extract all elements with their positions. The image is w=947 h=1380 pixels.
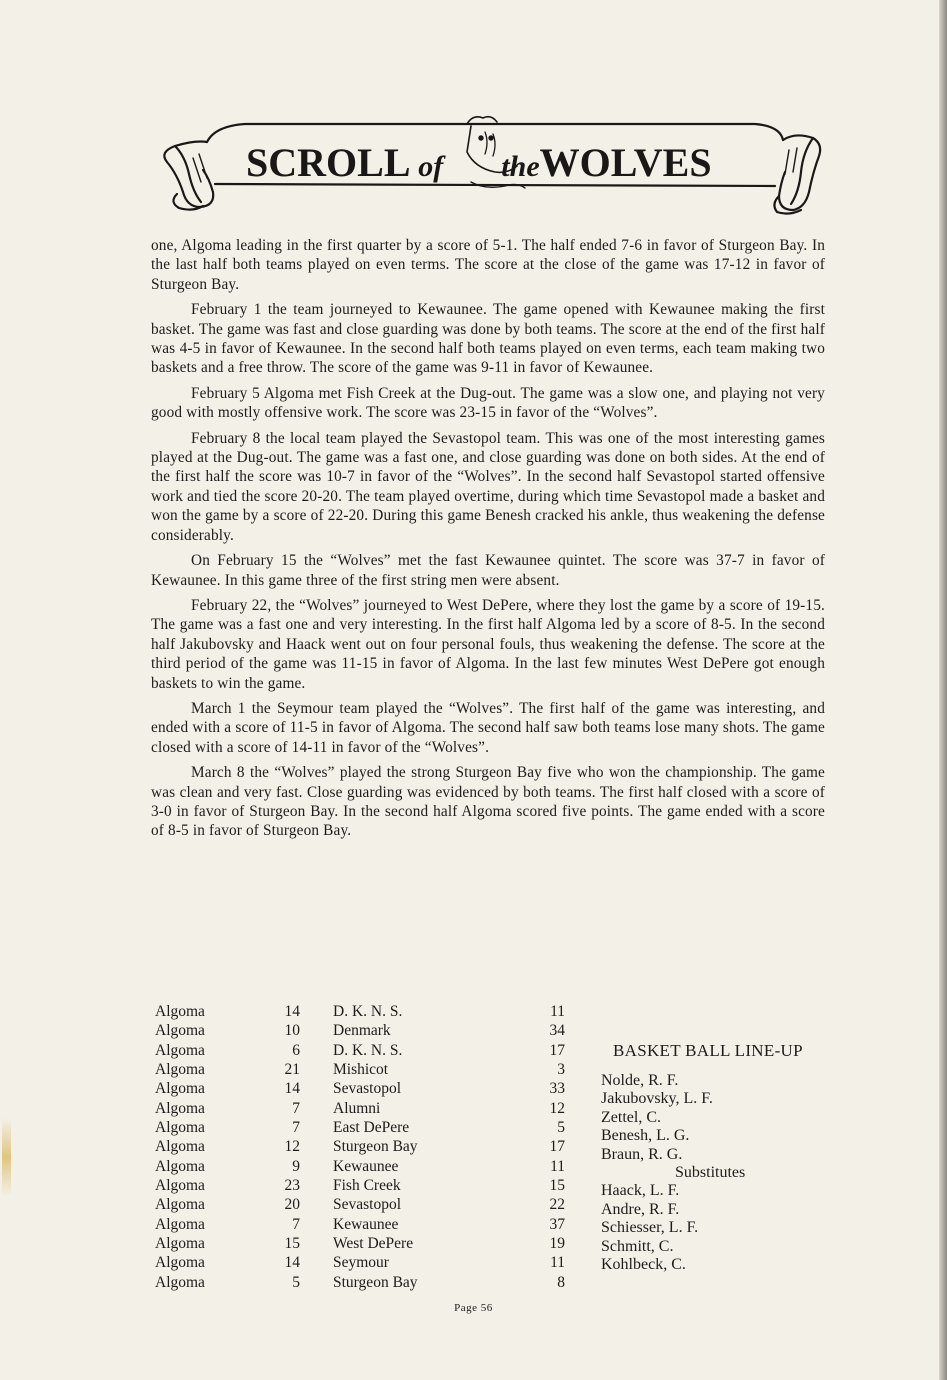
team-score: 23 [284,1177,300,1195]
opponent-score: 17 [549,1138,565,1156]
team-name: Algoma [155,1235,205,1253]
score-row [155,1234,565,1253]
paragraph: February 5 Algoma met Fish Creek at the Dug-out. The game was a slow one, and playing not very good with mostly offensive work. The score was 23-15 in favor of the “Wolves”. [151,384,825,422]
score-row [155,1215,565,1234]
opponent-name: Fish Creek [333,1177,401,1195]
score-row [155,1273,565,1292]
team-score: 20 [284,1196,300,1214]
page-title [246,138,746,188]
team-score: 9 [292,1157,300,1175]
paragraph: February 8 the local team played the Sevastopol team. This was one of the most interesting games played at the Dug-out. The game was a fast one, and close guarding was done on both sides. At the end of the first half the score was 10-7 in favor of the “Wolves”. In the second half Sevastopol started offensive work and tied the score 20-20. The team played overtime, during which time Sevastopol made a basket and won the game by a score of 22-20. During this game Benesh cracked his ankle, thus weakening the defense considerably. [151,429,825,544]
opponent-score: 3 [557,1061,565,1079]
opponent-name: D. K. N. S. [333,1003,403,1020]
substitutes-list [601,1182,841,1274]
opponent-name: Sturgeon Bay [333,1273,418,1291]
score-row [155,1060,565,1079]
team-score: 10 [284,1022,300,1040]
opponent-name: Denmark [333,1022,391,1040]
lineup-player: Zettel, C. [601,1108,661,1126]
team-score: 12 [284,1138,300,1156]
opponent-name: East DePere [333,1119,410,1137]
team-score: 7 [292,1099,300,1117]
page-edge-shadow [939,0,947,1380]
team-name: Algoma [155,1196,205,1214]
team-name: Algoma [155,1157,205,1175]
opponent-name: Kewaunee [333,1157,399,1175]
title-the: the [501,150,540,183]
opponent-name: Alumni [333,1099,381,1117]
lineup-title: BASKET BALL LINE-UP [613,1041,803,1060]
lineup-player: Andre, R. F. [601,1200,680,1218]
lineup-player: Nolde, R. F. [601,1072,679,1089]
score-row [155,1021,565,1040]
paper-stain [2,1118,11,1196]
opponent-name: West DePere [333,1235,414,1253]
opponent-score: 11 [550,1157,565,1175]
score-row [155,1176,565,1195]
lineup-player: Benesh, L. G. [601,1127,690,1145]
team-score: 7 [292,1119,300,1137]
score-row [155,1137,565,1156]
score-row [155,1099,565,1118]
lineup-player: Schiesser, L. F. [601,1219,699,1237]
opponent-score: 33 [549,1080,565,1098]
team-name: Algoma [155,1138,205,1156]
team-name: Algoma [155,1254,205,1272]
article-body [151,236,825,847]
lineup-section [601,1040,841,1274]
score-row [155,1002,565,1021]
lineup-player: Schmitt, C. [601,1237,674,1255]
opponent-score: 37 [549,1215,565,1233]
team-name: Algoma [155,1041,205,1059]
opponent-score: 17 [549,1041,565,1059]
opponent-score: 11 [550,1254,565,1272]
opponent-score: 8 [557,1273,565,1291]
team-score: 21 [284,1061,300,1079]
paragraph: On February 15 the “Wolves” met the fast Kewaunee quintet. The score was 37-7 in favor of Kewaunee. In this game three of the first string men were absent. [151,552,825,589]
team-name: Algoma [155,1022,205,1040]
team-score: 14 [284,1003,300,1020]
lineup-player: Jakubovsky, L. F. [601,1090,713,1108]
team-score: 5 [292,1273,300,1291]
score-row [155,1041,565,1060]
team-name: Algoma [155,1099,205,1117]
opponent-name: Sevastopol [333,1196,402,1214]
lineup-player: Braun, R. G. [601,1145,683,1163]
opponent-name: Seymour [333,1254,389,1272]
opponent-name: Kewaunee [333,1215,399,1233]
score-row [155,1253,565,1272]
team-name: Algoma [155,1273,205,1291]
opponent-score: 34 [549,1022,565,1040]
team-score: 7 [292,1215,300,1233]
paragraph: March 8 the “Wolves” played the strong Sturgeon Bay five who won the championship. The game was clean and very fast. Close guarding was evidenced by both teams. The first half closed with a score of 3-0 in favor of Sturgeon Bay. In the second half Algoma scored five points. The game ended with a score of 8-5 in favor of Sturgeon Bay. [151,764,825,840]
opponent-score: 15 [549,1177,565,1195]
score-row [155,1079,565,1098]
team-name: Algoma [155,1080,205,1098]
team-score: 14 [284,1254,300,1272]
score-row [155,1195,565,1214]
paragraph: one, Algoma leading in the first quarter by a score of 5-1. The half ended 7-6 in favor of Sturgeon Bay. In the last half both teams played on even terms. The score at the close of the game was 17-12 in favor of Sturgeon Bay. [151,237,825,293]
team-name: Algoma [155,1061,205,1079]
score-row [155,1157,565,1176]
score-row [155,1118,565,1137]
opponent-name: D. K. N. S. [333,1041,403,1059]
team-name: Algoma [155,1003,205,1020]
team-score: 14 [284,1080,300,1098]
paragraph: February 1 the team journeyed to Kewaunee. The game opened with Kewaunee making the first basket. The game was fast and close guarding was done by both teams. The score at the end of the first half was 4-5 in favor of Kewaunee. In the second half both teams played on even terms, each team making two baskets and a free throw. The score of the game was 9-11 in favor of Kewaunee. [151,301,825,377]
team-name: Algoma [155,1119,205,1137]
opponent-score: 12 [549,1099,565,1117]
opponent-score: 5 [557,1119,565,1137]
opponent-score: 22 [549,1196,565,1214]
page-number: Page 56 [454,1302,493,1314]
team-name: Algoma [155,1177,205,1195]
opponent-name: Mishicot [333,1061,389,1079]
team-score: 15 [284,1235,300,1253]
starters-list [601,1072,841,1164]
team-score: 6 [292,1041,300,1059]
title-scroll: SCROLL [246,140,409,185]
opponent-score: 11 [550,1003,565,1020]
title-wolves: WOLVES [539,140,712,185]
opponent-score: 19 [549,1235,565,1253]
team-name: Algoma [155,1215,205,1233]
title-of: of [418,150,444,183]
substitutes-title: Substitutes [675,1163,746,1181]
lineup-player: Kohlbeck, C. [601,1255,686,1273]
paragraph: March 1 the Seymour team played the “Wolves”. The first half of the game was interesting, and ended with a score of 11-5 in favor of Algoma. The second half saw both teams lose many shots. The game closed with a score of 14-11 in favor of the “Wolves”. [151,699,825,756]
paragraph: February 22, the “Wolves” journeyed to West DePere, where they lost the game by a score of 19-15. The game was a fast one and very interesting. In the first half Algoma led by a score of 8-5. In the second half Jakubovsky and Haack went out on four personal fouls, thus weakening the defense. The score at the third period of the game was 11-15 in favor of Algoma. In the last few minutes West DePere got enough baskets to win the game. [151,596,825,692]
season-scores-table [155,1002,565,1292]
lineup-player: Haack, L. F. [601,1182,680,1200]
opponent-name: Sevastopol [333,1080,402,1098]
opponent-name: Sturgeon Bay [333,1138,418,1156]
